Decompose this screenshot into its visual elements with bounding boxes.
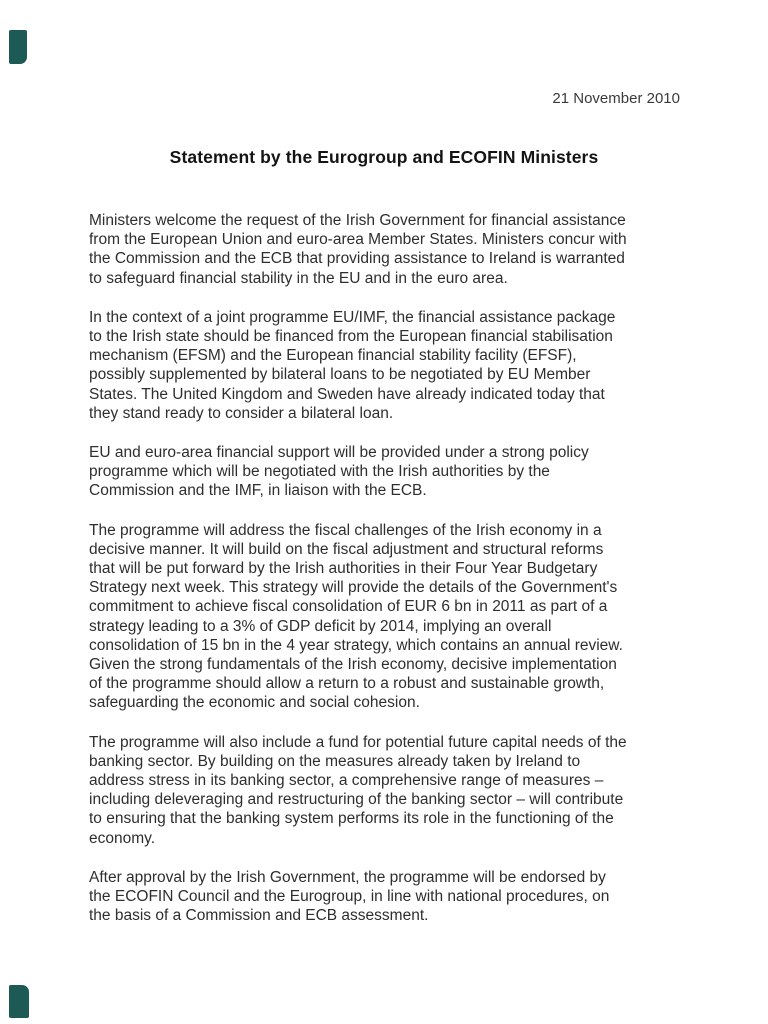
- text-line: to safeguard financial stability in the EU and in the euro area.: [89, 269, 508, 287]
- text-line: decisive manner. It will build on the fiscal adjustment and structural reforms: [89, 540, 604, 558]
- text-line: the ECOFIN Council and the Eurogroup, in line with national procedures, on: [89, 888, 610, 906]
- text-line: strategy leading to a 3% of GDP deficit by 2014, implying an overall: [89, 617, 552, 635]
- text-line: commitment to achieve fiscal consolidation of EUR 6 bn in 2011 as part of a: [89, 598, 608, 616]
- text-line: consolidation of 15 bn in the 4 year strategy, which contains an annual review.: [89, 636, 623, 654]
- text-line: The programme will also include a fund for potential future capital needs of the: [89, 733, 627, 751]
- text-line: In the context of a joint programme EU/IMF, the financial assistance package: [89, 308, 616, 326]
- text-line: Ministers welcome the request of the Irish Government for financial assistance: [89, 212, 626, 229]
- text-line: Commission and the IMF, in liaison with the ECB.: [89, 482, 427, 500]
- text-line: The programme will address the fiscal challenges of the Irish economy in a: [89, 521, 602, 539]
- text-line: States. The United Kingdom and Sweden have already indicated today that: [89, 385, 605, 403]
- text-line: mechanism (EFSM) and the European financial stability facility (EFSF),: [89, 347, 577, 365]
- paragraph: [89, 308, 693, 423]
- paragraph: [89, 211, 693, 288]
- document-title: Statement by the Eurogroup and ECOFIN Ministers: [169, 147, 599, 167]
- text-line: safeguarding the economic and social cohesion.: [89, 694, 420, 712]
- text-line: Given the strong fundamentals of the Irish economy, decisive implementation: [89, 656, 617, 674]
- text-line: possibly supplemented by bilateral loans to be negotiated by EU Member: [89, 366, 591, 384]
- text-line: Strategy next week. This strategy will provide the details of the Government's: [89, 579, 618, 597]
- viewer-background-corner-bottom-left: [9, 985, 29, 1018]
- text-line: they stand ready to consider a bilateral loan.: [89, 404, 394, 422]
- paragraph: [89, 443, 693, 501]
- text-line: to ensuring that the banking system performs its role in the functioning of the: [89, 810, 614, 828]
- text-line: EU and euro-area financial support will be provided under a strong policy: [89, 444, 589, 462]
- text-line: to the Irish state should be financed from the European financial stabilisation: [89, 328, 613, 346]
- text-line: from the European Union and euro-area Member States. Ministers concur with: [89, 231, 627, 249]
- text-line: address stress in its banking sector, a comprehensive range of measures –: [89, 772, 604, 790]
- document-body: [89, 211, 693, 946]
- text-line: After approval by the Irish Government, the programme will be endorsed by: [89, 868, 606, 886]
- paragraph: [89, 733, 693, 848]
- paragraph: [89, 521, 693, 713]
- paragraph: [89, 868, 693, 926]
- text-line: of the programme should allow a return to a robust and sustainable growth,: [89, 675, 605, 693]
- text-line: the Commission and the ECB that providing assistance to Ireland is warranted: [89, 250, 625, 268]
- text-line: including deleveraging and restructuring of the banking sector – will contribute: [89, 791, 624, 809]
- document-date: 21 November 2010: [552, 90, 680, 107]
- text-line: programme which will be negotiated with the Irish authorities by the: [89, 463, 550, 481]
- text-line: that will be put forward by the Irish authorities in their Four Year Budgetary: [89, 560, 598, 578]
- text-line: banking sector. By building on the measures already taken by Ireland to: [89, 752, 581, 770]
- text-line: economy.: [89, 829, 156, 847]
- viewer-background-corner-top-left: [9, 30, 27, 64]
- text-line: the basis of a Commission and ECB assessment.: [89, 907, 429, 925]
